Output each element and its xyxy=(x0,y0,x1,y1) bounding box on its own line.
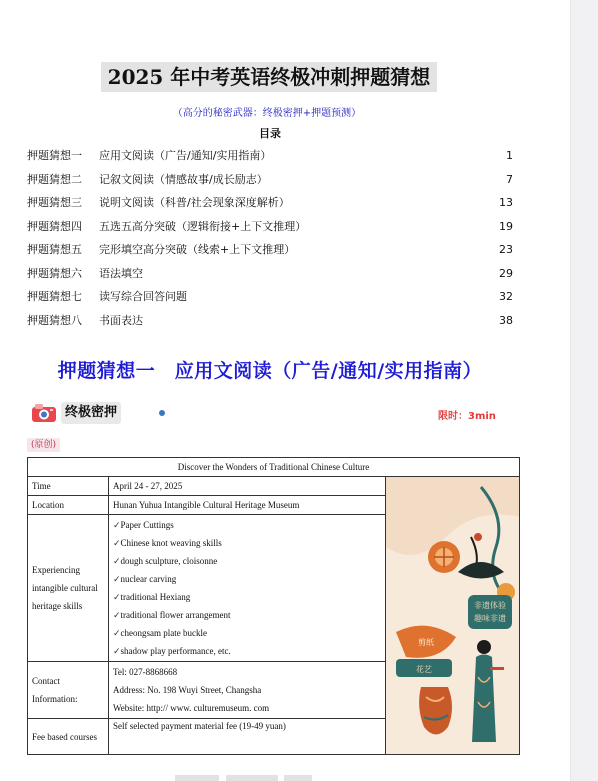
checkmark-icon: ✓ xyxy=(113,610,121,620)
table-header: Discover the Wonders of Traditional Chinese Culture xyxy=(28,458,520,477)
toc-entry-number: 押题猜想一 xyxy=(27,149,82,162)
checkmark-icon: ✓ xyxy=(113,646,121,656)
toc-entry-page: 13 xyxy=(499,196,513,209)
checkmark-icon: ✓ xyxy=(113,556,121,566)
toc-entry[interactable] xyxy=(27,313,513,337)
toc-entry-page: 23 xyxy=(499,243,513,256)
toc-entry-page: 32 xyxy=(499,290,513,303)
secret-banner xyxy=(31,400,141,426)
info-table xyxy=(27,457,520,755)
toc-entry-page: 38 xyxy=(499,313,513,327)
document-subtitle: （高分的秘密武器：终极密押+押题预测） xyxy=(172,108,362,119)
time-value: April 24 - 27, 2025 xyxy=(109,477,386,496)
camera-icon xyxy=(31,403,57,423)
list-item: ✓Chinese knot weaving skills xyxy=(113,538,222,548)
toc-entry-number: 押题猜想五 xyxy=(27,243,82,256)
toc-entry[interactable] xyxy=(27,195,513,219)
toc-entry-number: 押题猜想八 xyxy=(27,313,82,327)
table-of-contents xyxy=(27,148,513,336)
skills-label: Experiencing intangible cultural heritage skills xyxy=(28,515,109,662)
checkmark-icon: ✓ xyxy=(113,574,121,584)
toc-entry[interactable] xyxy=(27,172,513,196)
page-divider xyxy=(175,775,219,781)
contact-label: Contact Information: xyxy=(28,662,109,719)
list-item: ✓nuclear carving xyxy=(113,574,177,584)
document-title: 2025 年中考英语终极冲刺押题猜想 xyxy=(101,62,437,92)
location-label: Location xyxy=(28,496,109,515)
toc-entry[interactable] xyxy=(27,219,513,243)
poster-text-4: 花艺 xyxy=(416,665,432,674)
original-tag: (原创) xyxy=(27,438,60,452)
toc-entry-number: 押题猜想六 xyxy=(27,266,82,280)
toc-entry-page: 1 xyxy=(506,149,513,162)
list-item: ✓traditional flower arrangement xyxy=(113,610,231,620)
toc-entry-title: 完形填空高分突破（线索+上下文推理） xyxy=(99,243,296,256)
poster-text-3: 剪纸 xyxy=(418,638,434,647)
bullet-dot-icon xyxy=(159,410,165,416)
list-item: ✓cheongsam plate buckle xyxy=(113,628,208,638)
list-item: ✓traditional Hexiang xyxy=(113,592,191,602)
toc-entry-page: 29 xyxy=(499,266,513,280)
toc-entry-page: 19 xyxy=(499,219,513,233)
fee-label: Fee based courses xyxy=(28,719,109,755)
poster-text-2: 趣味非遗 xyxy=(474,614,506,623)
secret-label: 终极密押 xyxy=(61,402,121,424)
skills-list xyxy=(109,515,386,662)
contact-details xyxy=(109,662,386,719)
toc-entry-number: 押题猜想二 xyxy=(27,172,82,186)
toc-entry-title: 记叙文阅读（情感故事/成长励志） xyxy=(99,172,268,186)
toc-entry[interactable] xyxy=(27,242,513,266)
page-divider xyxy=(284,775,312,781)
toc-entry[interactable] xyxy=(27,148,513,172)
time-limit: 限时：3min xyxy=(438,411,496,422)
location-value: Hunan Yuhua Intangible Cultural Heritage Museum xyxy=(109,496,386,515)
toc-entry-title: 语法填空 xyxy=(99,266,143,280)
contact-phone: Tel: 027-8868668 xyxy=(113,667,178,677)
toc-entry-title: 应用文阅读（广告/通知/实用指南） xyxy=(99,149,272,162)
list-item: ✓Paper Cuttings xyxy=(113,520,174,530)
toc-entry-number: 押题猜想七 xyxy=(27,290,82,303)
toc-entry-number: 押题猜想四 xyxy=(27,219,82,233)
toc-entry-number: 押题猜想三 xyxy=(27,196,82,209)
page-divider xyxy=(226,775,278,781)
toc-entry-title: 书面表达 xyxy=(99,313,143,327)
toc-entry-title: 说明文阅读（科普/社会现象深度解析） xyxy=(99,196,290,209)
toc-entry-title: 读写综合回答问题 xyxy=(99,290,187,303)
toc-entry-title: 五选五高分突破（逻辑衔接+上下文推理） xyxy=(99,219,307,233)
list-item: ✓dough sculpture, cloisonne xyxy=(113,556,218,566)
checkmark-icon: ✓ xyxy=(113,538,121,548)
page-scrollbar[interactable] xyxy=(570,0,598,781)
list-item: ✓shadow play performance, etc. xyxy=(113,646,231,656)
toc-entry[interactable] xyxy=(27,289,513,313)
checkmark-icon: ✓ xyxy=(113,520,121,530)
fee-value: Self selected payment material fee (19-49 yuan) xyxy=(109,719,386,755)
checkmark-icon: ✓ xyxy=(113,628,121,638)
toc-entry-page: 7 xyxy=(506,172,513,186)
toc-heading: 目录 xyxy=(259,127,281,140)
time-label: Time xyxy=(28,477,109,496)
checkmark-icon: ✓ xyxy=(113,592,121,602)
toc-entry[interactable] xyxy=(27,266,513,290)
culture-poster-image xyxy=(386,477,520,755)
contact-address: Address: No. 198 Wuyi Street, Changsha xyxy=(113,685,262,695)
contact-website[interactable]: Website: http:// www. culturemuseum. com xyxy=(113,703,270,713)
poster-text-1: 非遗体验 xyxy=(474,601,506,610)
section-heading: 押题猜想一 应用文阅读（广告/通知/实用指南） xyxy=(57,360,483,382)
